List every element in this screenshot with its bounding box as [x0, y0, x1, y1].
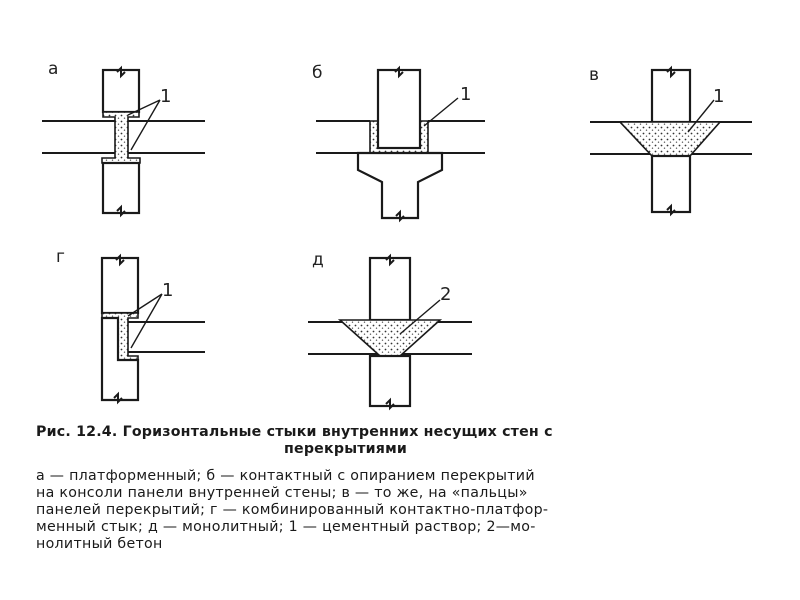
caption-body	[36, 468, 756, 553]
lower-wall-panel	[652, 156, 690, 212]
callout-1: 1	[713, 86, 725, 107]
lower-wall-panel	[370, 356, 410, 406]
caption-title	[36, 424, 756, 458]
upper-wall-panel	[378, 70, 420, 148]
figure-caption	[36, 424, 756, 553]
mortar-layer	[102, 112, 140, 163]
caption-line-5: нолитный бетон	[36, 536, 163, 552]
joint-a	[42, 59, 205, 215]
caption-title-line-1: Рис. 12.4. Горизонтальные стыки внутренних несущих стен с	[36, 424, 553, 440]
callout-1: 1	[460, 84, 472, 105]
caption-line-1: а — платформенный; б — контактный с опиранием перекрытий	[36, 468, 535, 484]
callout-1: 1	[162, 280, 174, 301]
caption-line-2: на консоли панели внутренней стены; в — то же, на «пальцы»	[36, 485, 528, 501]
callout-1: 1	[160, 86, 172, 107]
console-wall-panel	[358, 153, 442, 218]
mortar-wedge	[620, 122, 720, 156]
upper-wall-panel	[370, 258, 410, 320]
joint-v	[589, 65, 752, 214]
caption-line-3: панелей перекрытий; г — комбинированный контактно-платфор-	[36, 502, 549, 518]
label-a: а	[48, 59, 59, 79]
label-v: в	[589, 65, 600, 85]
label-g: г	[56, 247, 65, 267]
callout-2: 2	[440, 284, 452, 305]
joint-b	[312, 63, 485, 220]
concrete-wedge	[340, 320, 440, 356]
upper-wall-panel	[102, 258, 138, 313]
upper-wall-panel	[652, 70, 690, 122]
label-d: д	[312, 250, 324, 270]
caption-title-line-2: перекрытиями	[284, 441, 408, 457]
joint-g	[56, 247, 205, 402]
joint-d	[308, 250, 472, 408]
lower-wall-panel	[103, 163, 139, 213]
label-b: б	[312, 63, 323, 83]
caption-line-4: менный стык; д — монолитный; 1 — цементный раствор; 2—мо-	[36, 519, 536, 535]
